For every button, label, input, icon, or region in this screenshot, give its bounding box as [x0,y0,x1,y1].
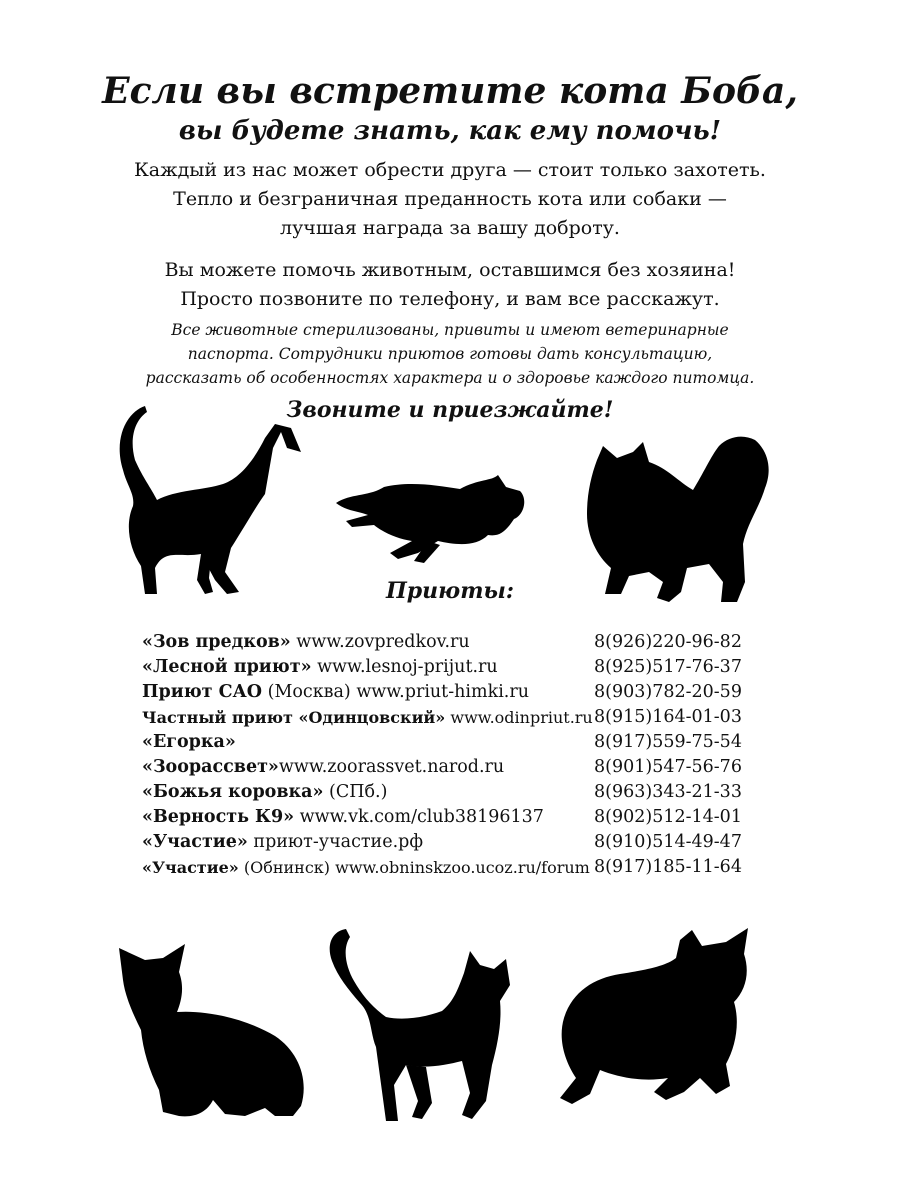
list-item [142,855,762,880]
shelter-phone: 8(925)517-76-37 [594,657,742,677]
shelter-phone: 8(901)547-56-76 [594,757,742,777]
list-item [142,705,762,730]
cat-crouching-icon [550,928,755,1108]
shelter-phone: 8(963)343-21-33 [594,782,742,802]
cat-standing-icon [105,398,305,598]
page-subtitle: вы будете знать, как ему помочь! [178,116,722,146]
list-item [142,655,762,680]
list-item [142,805,762,830]
shelter-name: «Участие» [142,858,239,877]
shelter-detail: www.vk.com/club38196137 [294,807,544,827]
shelter-list [142,630,762,880]
note-line: рассказать об особенностях характера и о здоровье каждого питомца. [145,369,755,387]
info-note [0,318,900,390]
page-title: Если вы встретите кота Боба, [102,70,798,112]
shelter-name: «Верность К9» [142,807,295,827]
shelter-name: «Зов предков» [142,632,291,652]
shelter-phone: 8(910)514-49-47 [594,832,742,852]
shelter-phone: 8(926)220-96-82 [594,632,742,652]
help-paragraph [0,256,900,314]
shelter-name: «Участие» [142,832,248,852]
shelter-detail: приют-участие.рф [247,832,424,852]
shelter-name: «Егорка» [142,732,236,752]
list-item [142,630,762,655]
note-line: Все животные стерилизованы, привиты и имеют ветеринарные [171,321,729,339]
list-item [142,730,762,755]
intro-line: лучшая награда за вашу доброту. [280,217,620,239]
shelter-phone: 8(917)559-75-54 [594,732,742,752]
shelters-heading: Приюты: [386,578,514,604]
list-item [142,780,762,805]
shelter-name: Приют САО [142,682,263,702]
shelter-name: «Божья коровка» [142,782,324,802]
shelter-phone: 8(902)512-14-01 [594,807,742,827]
help-line: Просто позвоните по телефону, и вам все расскажут. [180,288,720,310]
intro-line: Каждый из нас может обрести друга — стоит только захотеть. [134,159,766,181]
cat-lying-icon [328,475,528,565]
shelter-name: Частный приют «Одинцовский» [142,708,446,727]
shelter-detail: www.zovpredkov.ru [290,632,470,652]
help-line: Вы можете помочь животным, оставшимся без хозяина! [164,259,736,281]
intro-paragraph [0,156,900,243]
shelter-detail: www.lesnoj-prijut.ru [311,657,498,677]
shelter-detail: www.odinpriut.ru [445,708,593,727]
shelter-phone: 8(915)164-01-03 [594,707,742,727]
shelter-detail: www.zoorassvet.narod.ru [278,757,505,777]
note-line: паспорта. Сотрудники приютов готовы дать консультацию, [187,345,713,363]
cat-sitting-icon [115,940,315,1120]
shelter-phone: 8(917)185-11-64 [594,857,742,877]
list-item [142,830,762,855]
shelter-detail: (СПб.) [323,782,388,802]
list-item [142,755,762,780]
shelter-name: «Зоорассвет» [142,757,279,777]
shelter-detail: (Москва) www.priut-himki.ru [262,682,529,702]
cat-walking-icon [322,925,522,1125]
intro-line: Тепло и безграничная преданность кота или собаки — [173,188,727,210]
call-to-action: Звоните и приезжайте! [286,397,614,423]
list-item [142,680,762,705]
shelter-detail: (Обнинск) www.obninskzoo.ucoz.ru/forum [238,858,590,877]
shelter-phone: 8(903)782-20-59 [594,682,742,702]
shelter-name: «Лесной приют» [142,657,312,677]
